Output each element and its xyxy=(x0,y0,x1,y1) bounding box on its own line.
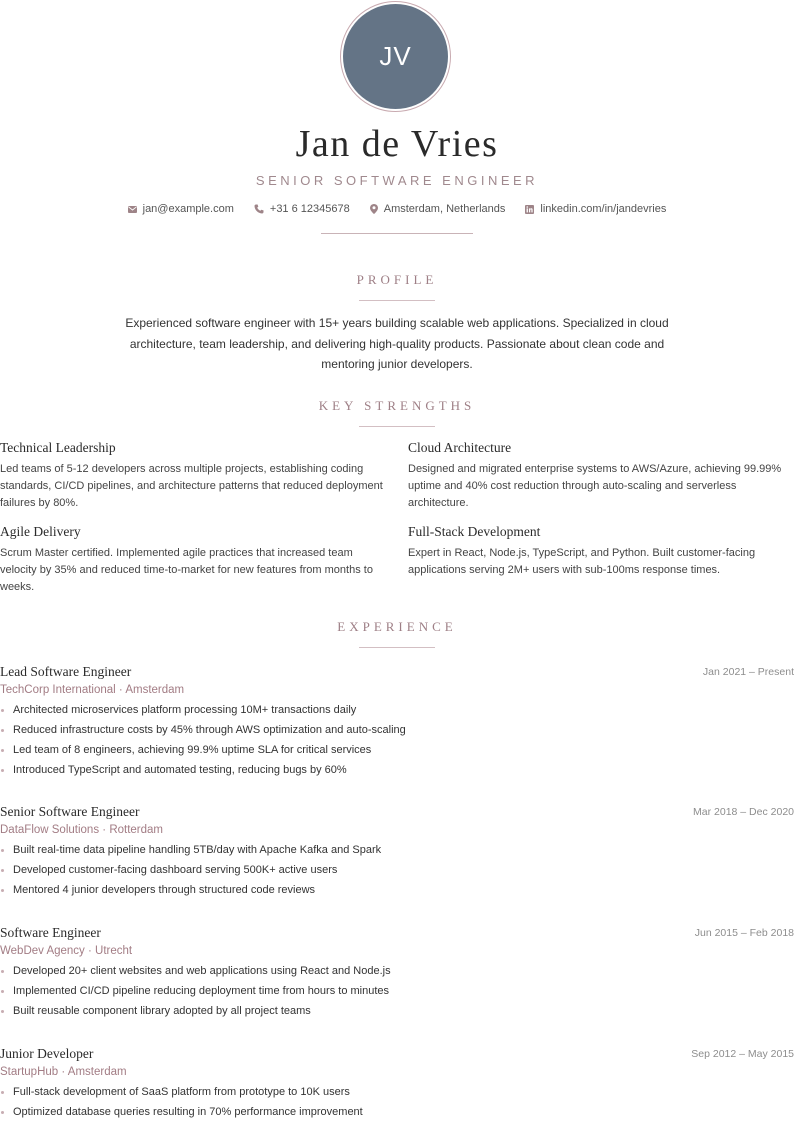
job-bullet: Developed customer-facing dashboard serving 500K+ active users xyxy=(0,860,381,880)
job-location: Amsterdam xyxy=(67,1066,127,1078)
company-separator: · xyxy=(99,824,110,836)
contact-linkedin[interactable] xyxy=(525,203,666,215)
contact-bar xyxy=(0,203,794,215)
header-divider xyxy=(321,233,473,234)
avatar-ring xyxy=(340,1,451,112)
strength-description: Designed and migrated enterprise systems to AWS/Azure, achieving 99.99% uptime and 40% cost reduction through auto-scaling and serverless architecture. xyxy=(408,463,782,509)
strength-title: Agile Delivery xyxy=(0,524,81,539)
job-company: DataFlow Solutions xyxy=(0,824,100,836)
section-divider-experience xyxy=(359,647,435,648)
section-divider-key-strengths xyxy=(359,426,435,427)
strength-title: Technical Leadership xyxy=(0,440,116,455)
strength-description: Expert in React, Node.js, TypeScript, and Python. Built customer-facing applications serving 2M+ users with sub-100ms response times. xyxy=(408,547,756,576)
job-bullet: Implemented CI/CD pipeline reducing deployment time from hours to minutes xyxy=(0,981,391,1001)
mail-icon xyxy=(128,206,137,213)
job-bullet: Mentored 4 junior developers through structured code reviews xyxy=(0,880,381,900)
contact-phone[interactable] xyxy=(254,203,350,215)
job-bullet: Built reusable component library adopted by all project teams xyxy=(0,1001,391,1021)
section-title-profile: PROFILE xyxy=(356,272,438,287)
job-company-line xyxy=(0,824,163,836)
job-bullet: Introduced TypeScript and automated testing, reducing bugs by 60% xyxy=(0,760,406,780)
job-bullet: Reduced infrastructure costs by 45% through AWS optimization and auto-scaling xyxy=(0,720,406,740)
avatar xyxy=(343,4,448,109)
strength-card xyxy=(0,440,386,512)
candidate-headline: SENIOR SOFTWARE ENGINEER xyxy=(255,173,539,188)
strength-title: Full-Stack Development xyxy=(408,524,541,539)
job-company: TechCorp International xyxy=(0,684,116,696)
job-bullets xyxy=(0,700,406,780)
linkedin-link[interactable]: linkedin.com/in/jandevries xyxy=(540,203,667,215)
job-bullets xyxy=(0,1082,363,1122)
candidate-name: Jan de Vries xyxy=(295,123,499,165)
job-location: Amsterdam xyxy=(125,684,185,696)
job-dates: Jan 2021 – Present xyxy=(702,666,794,678)
company-separator: · xyxy=(115,684,126,696)
job-bullet: Full-stack development of SaaS platform from prototype to 10K users xyxy=(0,1082,363,1102)
job-bullet: Optimized database queries resulting in 70% performance improvement xyxy=(0,1102,363,1122)
phone-text: +31 6 12345678 xyxy=(269,203,350,215)
location-text: Amsterdam, Netherlands xyxy=(383,203,506,215)
job-location: Utrecht xyxy=(95,945,133,957)
strength-card xyxy=(408,440,794,512)
job-company-line xyxy=(0,945,132,957)
contact-location xyxy=(370,203,506,215)
section-title-key-strengths: KEY STRENGTHS xyxy=(318,398,476,413)
job-company: WebDev Agency xyxy=(0,945,85,957)
job-location: Rotterdam xyxy=(109,824,163,836)
phone-icon xyxy=(254,204,264,214)
strength-card xyxy=(0,524,386,596)
job-dates: Sep 2012 – May 2015 xyxy=(691,1048,794,1060)
company-separator: · xyxy=(58,1066,68,1078)
job-title: Software Engineer xyxy=(0,925,101,940)
job-bullet: Architected microservices platform processing 10M+ transactions daily xyxy=(0,700,406,720)
strength-description: Led teams of 5-12 developers across multiple projects, establishing coding standards, CI/CD pipelines, and architecture patterns that reduced deployment failures by 80%. xyxy=(0,463,383,509)
avatar-initials: JV xyxy=(379,41,412,71)
email-text: jan@example.com xyxy=(142,203,234,215)
section-divider-profile xyxy=(359,300,435,301)
job-dates: Mar 2018 – Dec 2020 xyxy=(693,806,794,818)
strength-title: Cloud Architecture xyxy=(408,440,512,455)
company-separator: · xyxy=(84,945,96,957)
job-dates: Jun 2015 – Feb 2018 xyxy=(694,927,794,939)
job-title: Lead Software Engineer xyxy=(0,664,132,679)
job-bullet: Led team of 8 engineers, achieving 99.9% uptime SLA for critical services xyxy=(0,740,406,760)
job-bullets xyxy=(0,840,381,900)
job-company-line xyxy=(0,1066,127,1078)
job-title: Senior Software Engineer xyxy=(0,804,140,819)
profile-summary: Experienced software engineer with 15+ years building scalable web applications. Specialized in cloud architecture, team leadership, and delivering high-quality products. Passionate about clean code and mentoring junior developers. xyxy=(125,316,669,371)
job-company-line xyxy=(0,684,184,696)
map-pin-icon xyxy=(370,204,378,214)
job-bullets xyxy=(0,961,391,1021)
job-bullet: Built real-time data pipeline handling 5TB/day with Apache Kafka and Spark xyxy=(0,840,381,860)
strength-card xyxy=(408,524,794,579)
contact-email[interactable] xyxy=(128,203,234,215)
section-title-experience: EXPERIENCE xyxy=(337,619,457,634)
job-company: StartupHub xyxy=(0,1066,59,1078)
linkedin-icon xyxy=(525,205,534,214)
job-title: Junior Developer xyxy=(0,1046,94,1061)
strength-description: Scrum Master certified. Implemented agile practices that increased team velocity by 35% and reduced time-to-market for new features from months to weeks. xyxy=(0,547,373,593)
job-bullet: Developed 20+ client websites and web applications using React and Node.js xyxy=(0,961,391,981)
